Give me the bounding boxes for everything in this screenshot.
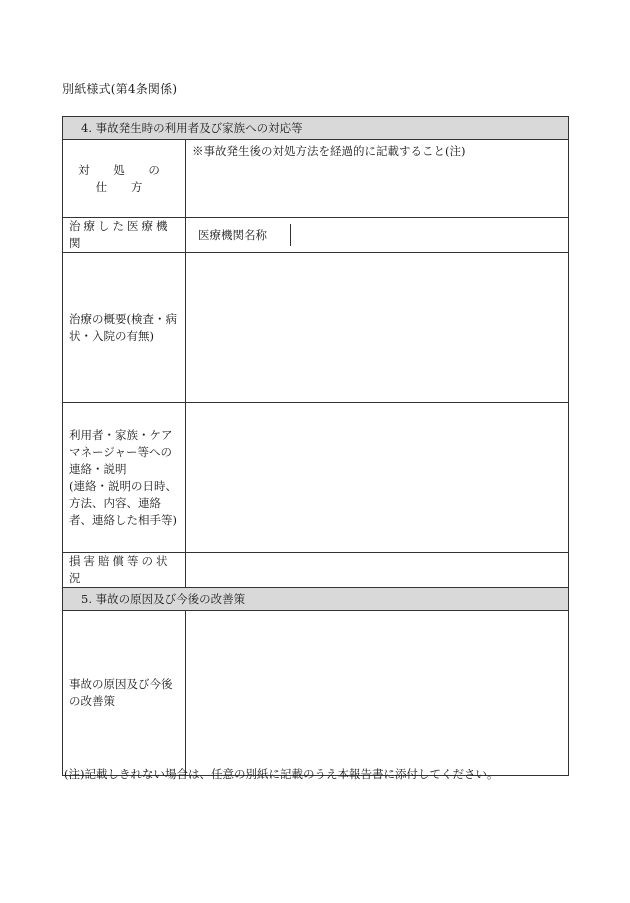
section-4-title: 4. 事故発生時の利用者及び家族への対応等 [81, 121, 303, 135]
report-form-table [62, 116, 569, 776]
section-5-header [63, 588, 569, 611]
cause-improvement-field[interactable] [186, 611, 569, 776]
handling-label: 対 処 の 仕 方 [63, 140, 186, 218]
compensation-label: 損害賠償等の状況 [63, 553, 186, 588]
medical-institution-field [186, 218, 569, 253]
footnote: (注)記載しきれない場合は、任意の別紙に記載のうえ本報告書に添付してください。 [64, 767, 499, 781]
handling-note: ※事故発生後の対処方法を経過的に記載すること(注) [192, 144, 466, 158]
treatment-summary-label: 治療の概要(検査・病状・入院の有無) [63, 253, 186, 403]
treatment-summary-field[interactable] [186, 253, 569, 403]
contact-label-detail: (連絡・説明の日時、方法、内容、連絡者、連絡した相手等) [69, 478, 177, 527]
cause-improvement-label: 事故の原因及び今後の改善策 [63, 611, 186, 776]
section-4-header [63, 117, 569, 140]
contact-explanation-field[interactable] [186, 403, 569, 553]
contact-explanation-label [63, 403, 186, 553]
medical-institution-name-label: 医療機関名称 [186, 224, 291, 246]
contact-label-main: 利用者・家族・ケアマネージャー等への連絡・説明 [69, 427, 173, 476]
handling-field[interactable] [186, 140, 569, 218]
compensation-field[interactable] [186, 553, 569, 588]
form-heading: 別紙様式(第4条関係) [62, 82, 178, 96]
medical-institution-name-input[interactable] [291, 224, 568, 246]
section-5-title: 5. 事故の原因及び今後の改善策 [81, 592, 246, 606]
medical-institution-label: 治療した医療機関 [63, 218, 186, 253]
